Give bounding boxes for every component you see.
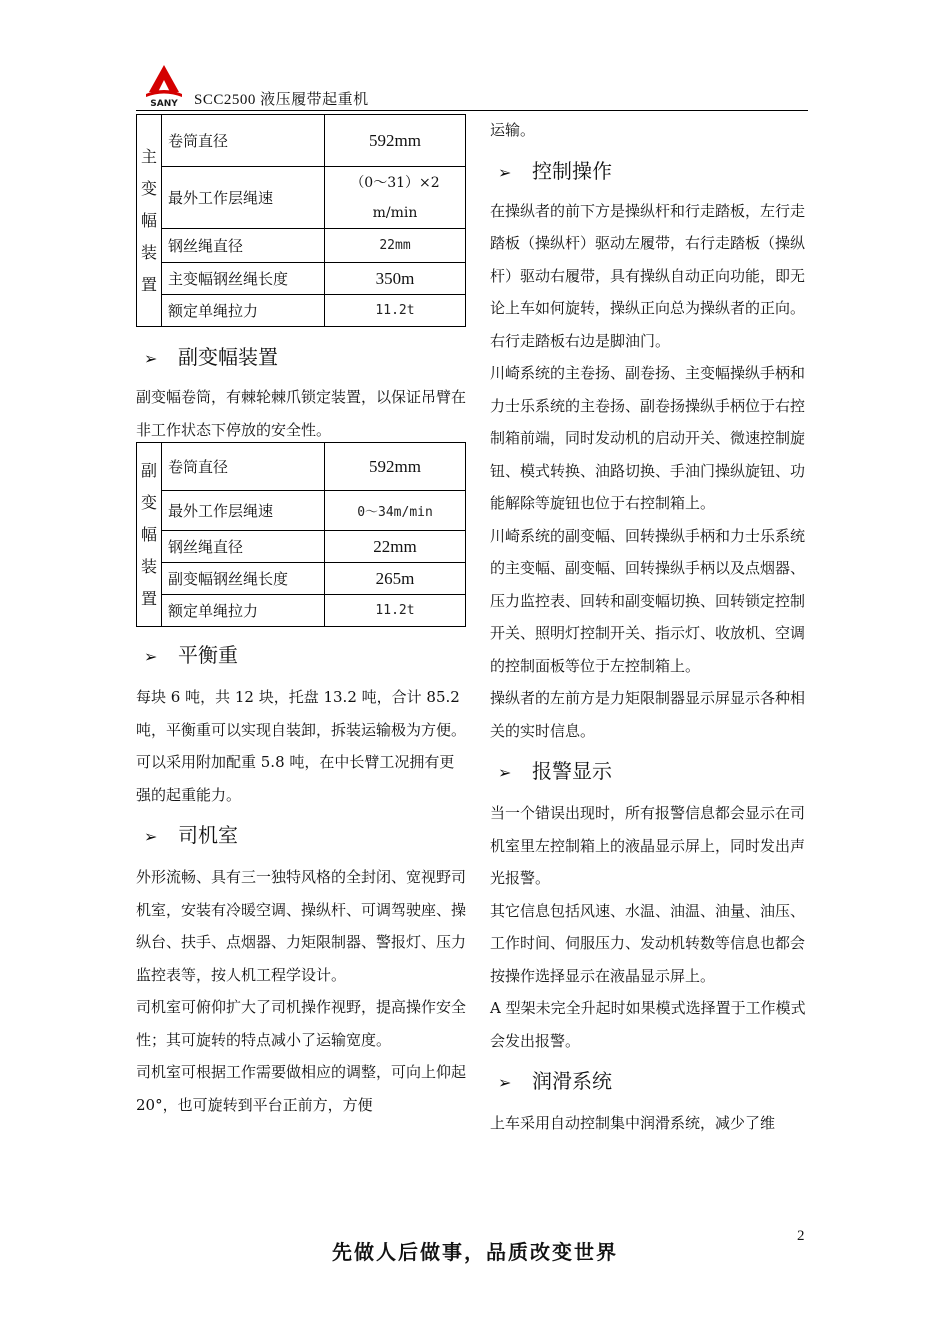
paragraph: 川崎系统的主卷扬、副卷扬、主变幅操纵手柄和力士乐系统的主卷扬、副卷扬操纵手柄位于右控制箱前端，同时发动机的启动开关、微速控制旋钮、模式转换、油路切换、手油门操纵旋钮、功能解除等旋钮也位于右控制箱上。 [490, 364, 806, 512]
paragraph: 其它信息包括风速、水温、油温、油量、油压、工作时间、伺服压力、发动机转数等信息也都会按操作选择显示在液晶显示屏上。 [490, 901, 806, 985]
table-cell-value: 11.2t [325, 595, 466, 627]
section-heading: ➢ 控制操作 [490, 153, 810, 189]
left-column [136, 114, 466, 1121]
table-cell-label: 钢丝绳直径 [162, 229, 325, 263]
table-cell-value: 11.2t [325, 295, 466, 327]
sany-logo-icon [142, 62, 186, 108]
paragraph: 上车采用自动控制集中润滑系统，减少了维 [490, 1114, 776, 1132]
table-cell-label: 主变幅钢丝绳长度 [162, 263, 325, 295]
table-cell-value: 592mm [325, 443, 466, 491]
table-cell-value: （0～31）×2 m/min [325, 167, 466, 229]
paragraph: 副变幅卷筒，有棘轮棘爪锁定装置，以保证吊臂在非工作状态下停放的安全性。 [136, 388, 467, 439]
footer-slogan: 先做人后做事，品质改变世界 [332, 1240, 618, 1264]
paragraph: 司机室可根据工作需要做相应的调整，可向上仰起 20°，也可旋转到平台正前方，方便 [136, 1063, 467, 1114]
aux-luffing-spec-table [136, 442, 466, 627]
paragraph: 在操纵者的前下方是操纵杆和行走踏板，左行走踏板（操纵杆）驱动左履带，右行走踏板（操纵杆）驱动右履带，具有操纵自动正向功能，即无论上车如何旋转，操纵正向总为操纵者的正向。 [490, 201, 806, 317]
paragraph: 每块 6 吨，共 12 块，托盘 13.2 吨，合计 85.2 吨，平衡重可以实现自装卸，拆装运输极为方便。 [136, 688, 467, 739]
table-cell-label: 卷筒直径 [162, 443, 325, 491]
paragraph: 运输。 [490, 121, 536, 139]
table-cell-value: 350m [325, 263, 466, 295]
svg-text:SANY: SANY [150, 99, 178, 108]
paragraph: 右行走踏板右边是脚油门。 [490, 331, 671, 350]
table-group-label: 主 变 幅 装 置 [137, 115, 162, 327]
section-heading: ➢ 报警显示 [490, 753, 810, 789]
table-cell-value: 22mm [325, 531, 466, 563]
right-column [490, 114, 810, 1140]
paragraph: 川崎系统的副变幅、回转操纵手柄和力士乐系统的主变幅、副变幅、回转操纵手柄以及点烟器、压力监控表、回转和副变幅切换、回转锁定控制开关、照明灯控制开关、指示灯、收放机、空调的控制面板等位于左控制箱上。 [490, 526, 806, 675]
table-cell-label: 副变幅钢丝绳长度 [162, 563, 325, 595]
table-cell-value: 265m [325, 563, 466, 595]
paragraph: 操纵者的左前方是力矩限制器显示屏显示各种相关的实时信息。 [490, 689, 806, 740]
table-cell-label: 钢丝绳直径 [162, 531, 325, 563]
header-title: SCC2500 液压履带起重机 [194, 92, 369, 108]
table-group-label: 副 变 幅 装 置 [137, 443, 162, 627]
main-luffing-spec-table [136, 114, 466, 327]
page-header [136, 62, 808, 112]
arrow-bullet-icon: ➢ [144, 827, 158, 846]
table-cell-value: 22mm [325, 229, 466, 263]
section-heading: ➢ 润滑系统 [490, 1063, 810, 1099]
table-cell-value: 592mm [325, 115, 466, 167]
paragraph: 当一个错误出现时，所有报警信息都会显示在司机室里左控制箱上的液晶显示屏上，同时发出声光报警。 [490, 804, 806, 887]
table-cell-label: 最外工作层绳速 [162, 491, 325, 531]
arrow-bullet-icon: ➢ [498, 162, 512, 182]
paragraph: 可以采用附加配重 5.8 吨，在中长臂工况拥有更强的起重能力。 [136, 753, 455, 804]
table-cell-value: 0～34m/min [325, 491, 466, 531]
section-heading: ➢ 副变幅装置 [136, 339, 466, 375]
paragraph: A 型架未完全升起时如果模式选择置于工作模式会发出报警。 [490, 999, 806, 1050]
table-cell-label: 额定单绳拉力 [162, 595, 325, 627]
paragraph: 外形流畅、具有三一独特风格的全封闭、宽视野司机室，安装有冷暖空调、操纵杆、可调驾驶座、操纵台、扶手、点烟器、力矩限制器、警报灯、压力监控表等，按人机工程学设计。 [136, 868, 467, 984]
arrow-bullet-icon: ➢ [498, 763, 512, 782]
table-cell-label: 卷筒直径 [162, 115, 325, 167]
table-cell-label: 额定单绳拉力 [162, 295, 325, 327]
arrow-bullet-icon: ➢ [144, 647, 158, 666]
section-heading: ➢ 平衡重 [136, 637, 466, 673]
arrow-bullet-icon: ➢ [144, 349, 158, 368]
page-number: 2 [797, 1228, 805, 1244]
arrow-bullet-icon: ➢ [498, 1073, 512, 1092]
section-heading: ➢ 司机室 [136, 817, 466, 853]
paragraph: 司机室可俯仰扩大了司机操作视野，提高操作安全性；其可旋转的特点减小了运输宽度。 [136, 998, 467, 1049]
table-cell-label: 最外工作层绳速 [162, 167, 325, 229]
header-rule [136, 110, 808, 111]
